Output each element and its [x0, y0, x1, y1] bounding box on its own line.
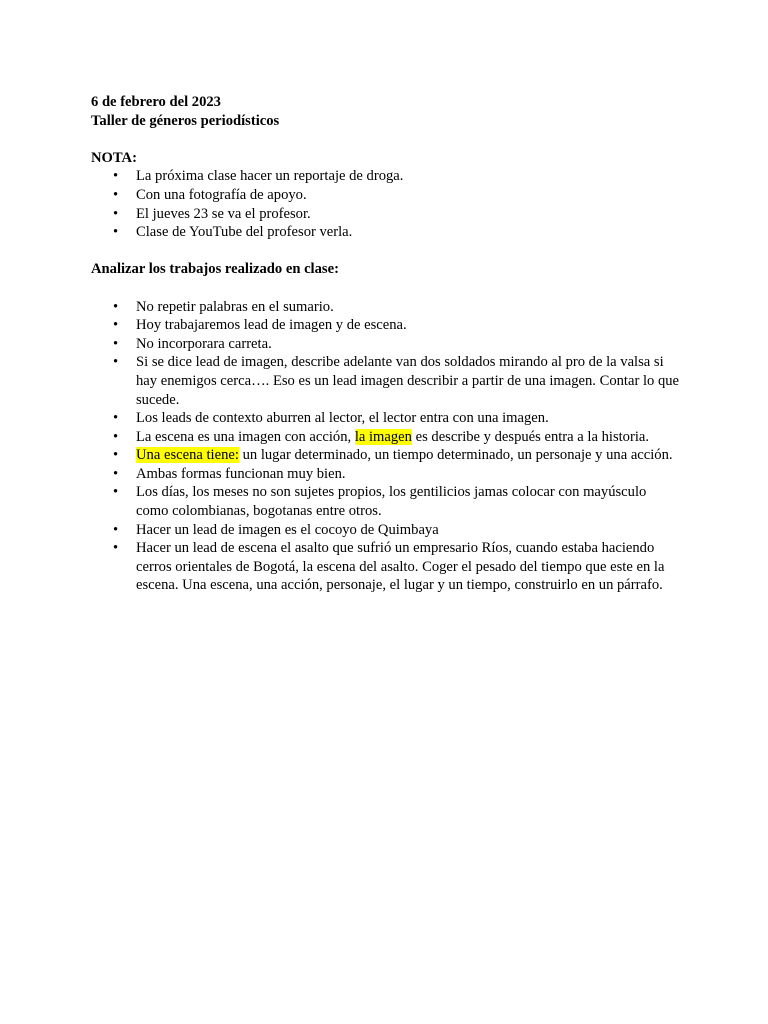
highlighted-text: la imagen: [354, 428, 412, 445]
list-item-text: Ambas formas funcionan muy bien.: [136, 465, 346, 482]
analisis-heading: Analizar los trabajos realizado en clase:: [91, 261, 339, 278]
bullet-icon: •: [113, 224, 119, 241]
list-item: [91, 316, 681, 335]
list-item-text: La próxima clase hacer un reportaje de droga.: [136, 168, 404, 185]
list-item-text: Los leads de contexto aburren al lector, el lector entra con una imagen.: [136, 410, 549, 427]
escena-text-before: La escena es una imagen con acción,: [136, 428, 355, 445]
list-item: [91, 353, 681, 409]
bullet-icon: •: [113, 484, 119, 501]
list-item-text: Hacer un lead de escena el asalto que sufrió un empresario Ríos, cuando estaba haciendo cerros orientales de Bogotá, la escena del asalto. Coger el pesado del tiempo que este en la escena. Una escena, una acción, personaje, el lugar y un tiempo, construirlo en un párrafo.: [136, 540, 665, 594]
list-item-text: Clase de YouTube del profesor verla.: [136, 224, 353, 241]
list-item: [91, 186, 681, 205]
nota-list: [91, 167, 681, 241]
bullet-icon: •: [113, 298, 119, 315]
list-item-escena: [91, 428, 681, 447]
tiene-text-after: un lugar determinado, un tiempo determinado, un personaje y una acción.: [238, 447, 673, 464]
nota-heading: NOTA:: [91, 149, 137, 166]
list-item-text: No incorporara carreta.: [136, 335, 272, 352]
list-item-text: El jueves 23 se va el profesor.: [136, 205, 311, 222]
escena-text-after: es describe y después entra a la historia.: [411, 428, 650, 445]
bullet-icon: •: [113, 521, 119, 538]
list-item: [91, 298, 681, 317]
spacer: [91, 242, 681, 261]
analisis-list: [91, 298, 681, 596]
list-item-text: Con una fotografía de apoyo.: [136, 186, 307, 203]
bullet-icon: •: [113, 205, 119, 222]
document-date: 6 de febrero del 2023: [91, 94, 221, 110]
list-item: [91, 223, 681, 242]
list-item-text: Hoy trabajaremos lead de imagen y de escena.: [136, 317, 407, 334]
list-item-text: Los días, los meses no son sujetes propios, los gentilicios jamas colocar con mayúsculo como colombianas, bogotanas entre otros.: [136, 484, 647, 520]
list-item: [91, 335, 681, 354]
bullet-icon: •: [113, 447, 119, 464]
list-item-text: No repetir palabras en el sumario.: [136, 298, 334, 315]
spacer: [91, 279, 681, 298]
list-item: [91, 167, 681, 186]
bullet-icon: •: [113, 317, 119, 334]
highlighted-text: Una escena tiene:: [136, 447, 239, 464]
list-item-text: Hacer un lead de imagen es el cocoyo de Quimbaya: [136, 521, 439, 538]
bullet-icon: •: [113, 465, 119, 482]
bullet-icon: •: [113, 168, 119, 185]
list-item-text: Si se dice lead de imagen, describe adelante van dos soldados mirando al pro de la valsa si hay enemigos cerca…. Eso es un lead imagen describir a partir de una imagen. Contar lo que sucede.: [136, 354, 680, 408]
bullet-icon: •: [113, 186, 119, 203]
list-item: [91, 539, 681, 595]
bullet-icon: •: [113, 335, 119, 352]
bullet-icon: •: [113, 540, 119, 557]
list-item: [91, 521, 681, 540]
list-item: [91, 483, 681, 520]
bullet-icon: •: [113, 428, 119, 445]
document-title: Taller de géneros periodísticos: [91, 112, 280, 129]
list-item: [91, 409, 681, 428]
list-item: [91, 465, 681, 484]
bullet-icon: •: [113, 410, 119, 427]
bullet-icon: •: [113, 354, 119, 371]
spacer: [91, 130, 681, 149]
list-item-escena-tiene: [91, 446, 681, 465]
document-body: [91, 93, 681, 595]
list-item: [91, 205, 681, 224]
